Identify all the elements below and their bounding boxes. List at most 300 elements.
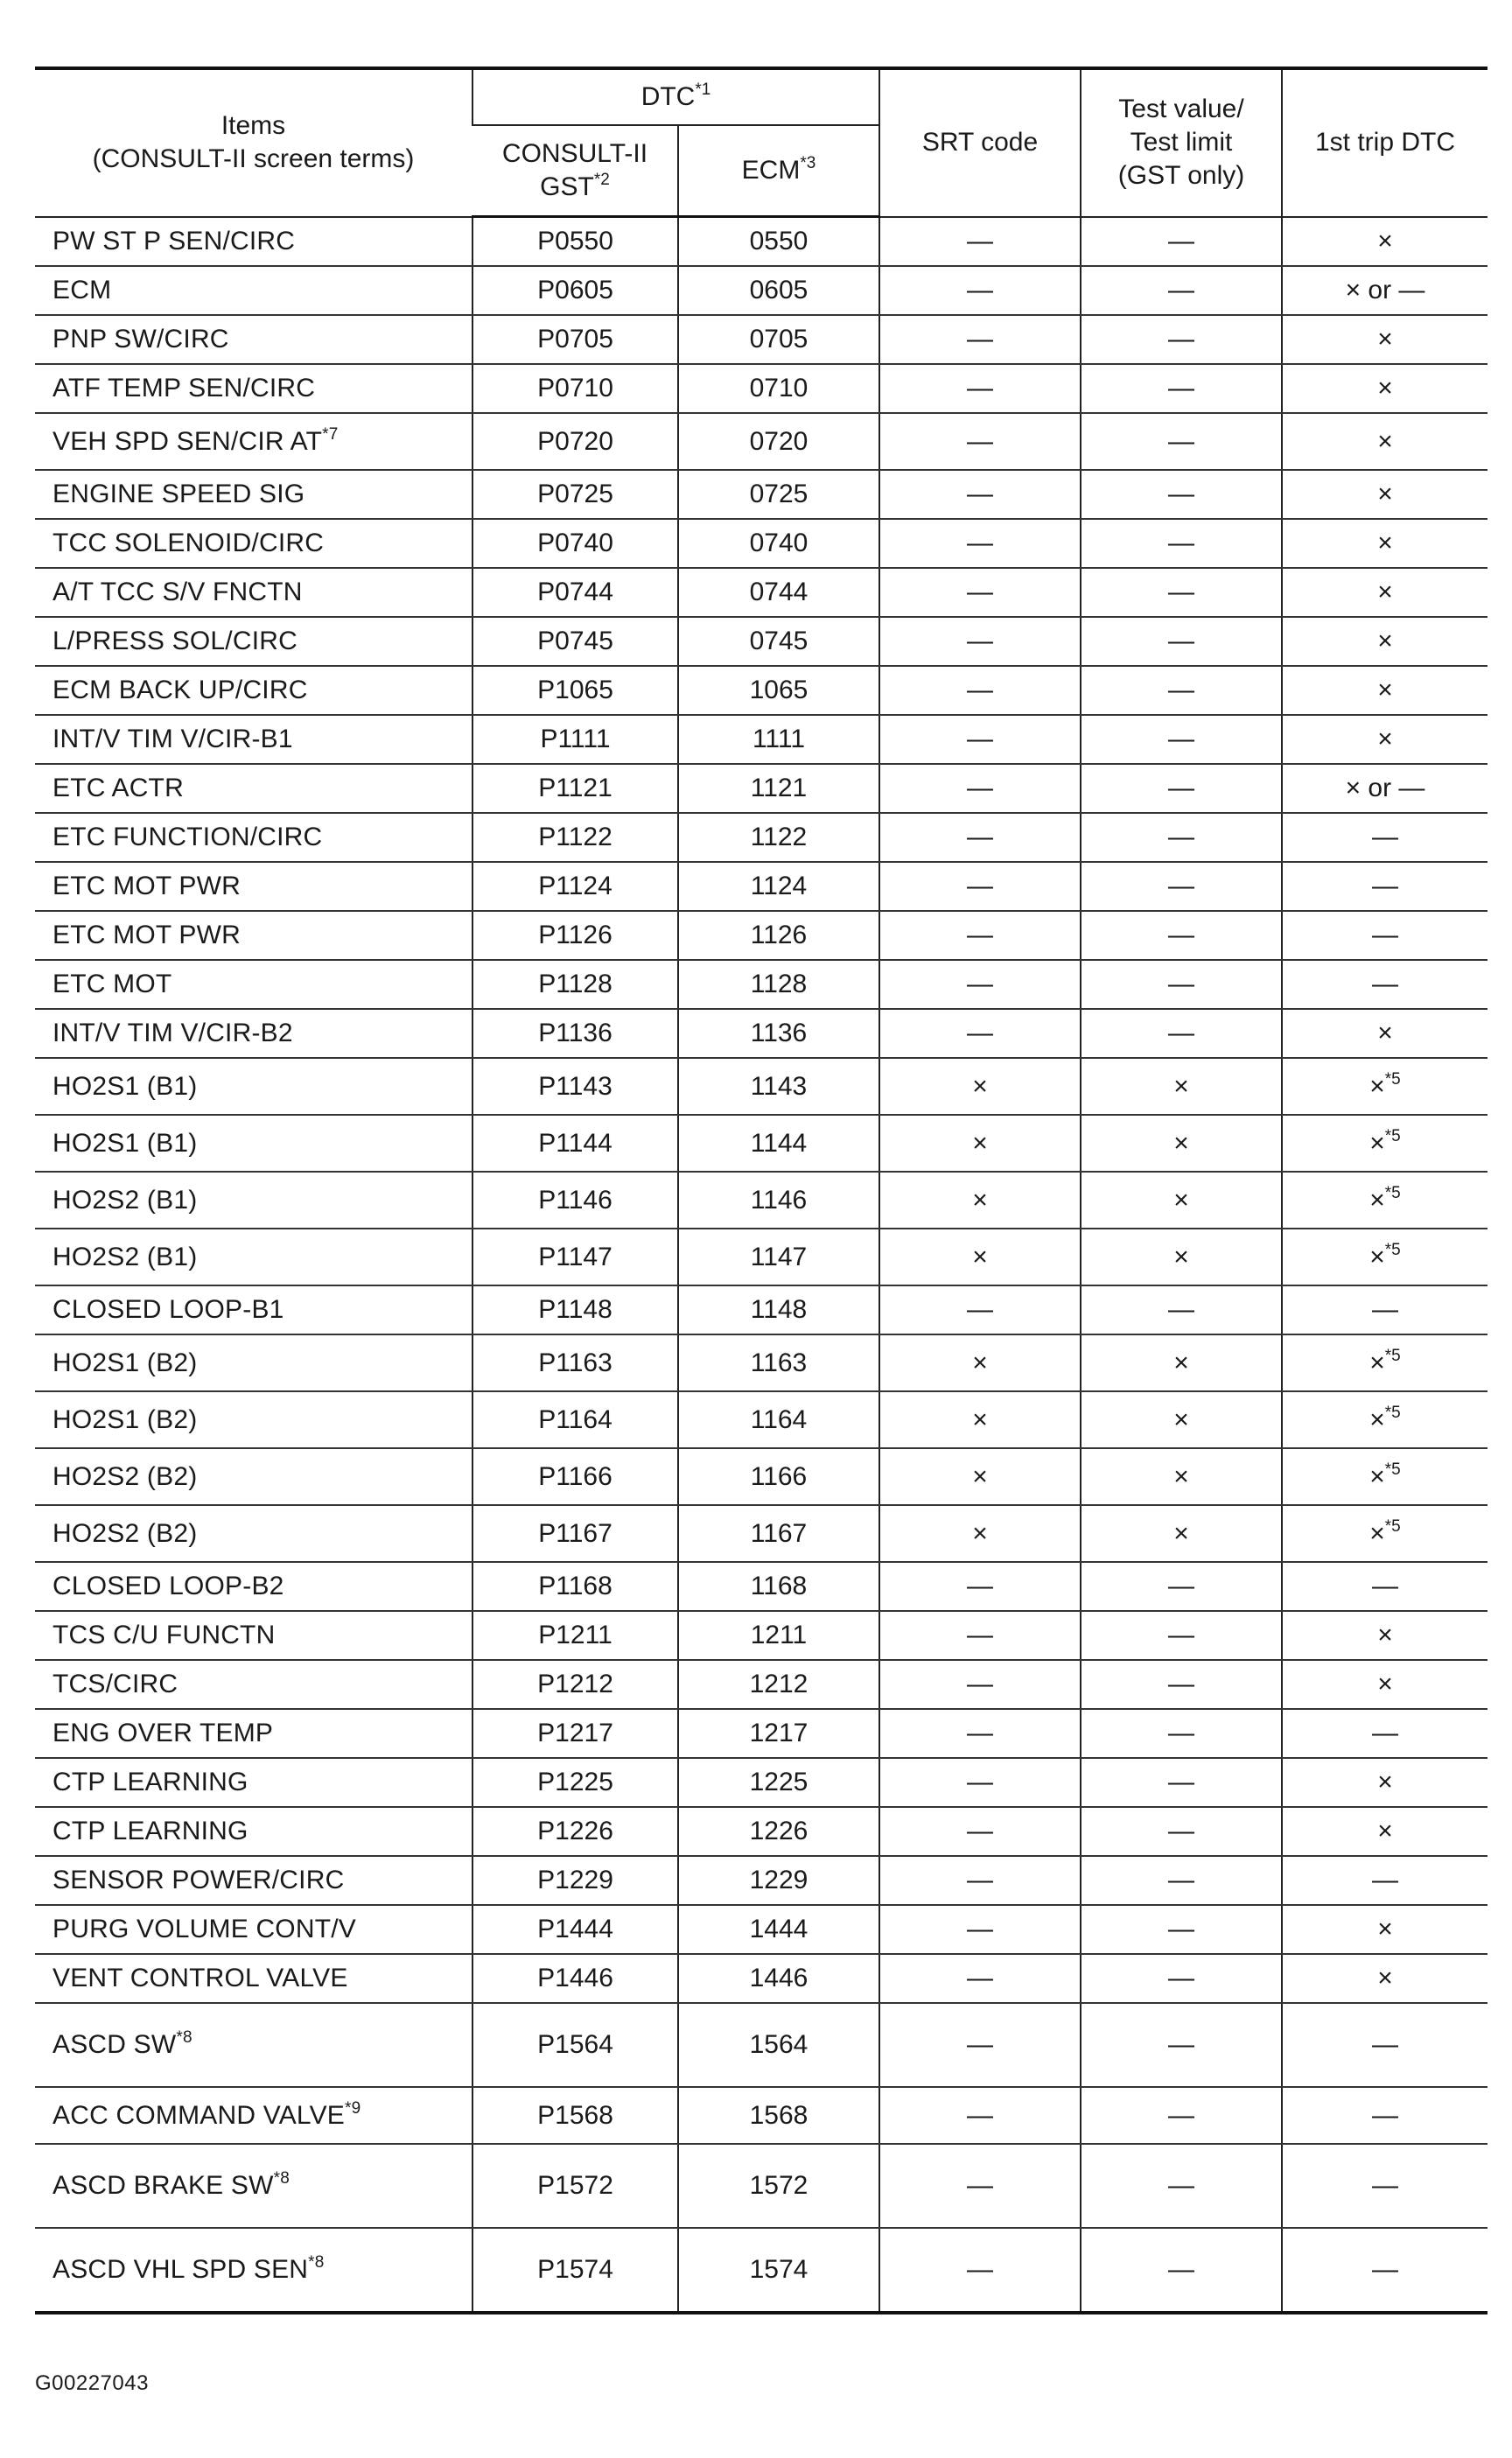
test-value-cell-value: — <box>1168 970 1194 998</box>
consult-gst-cell-value: P1124 <box>538 872 612 900</box>
first-trip-dtc-cell-value: — <box>1372 1719 1398 1747</box>
header-consult-note: *2 <box>593 171 610 189</box>
first-trip-dtc-cell <box>1282 413 1488 470</box>
consult-gst-cell-value: P0740 <box>537 529 613 557</box>
table-row <box>35 2228 1488 2313</box>
first-trip-dtc-cell <box>1282 1660 1488 1709</box>
srt-code-cell-value: — <box>967 1019 993 1047</box>
srt-code-cell <box>879 470 1081 519</box>
ecm-cell-value: 0720 <box>749 426 808 456</box>
first-trip-dtc-cell-value: × <box>1377 1915 1393 1943</box>
item-cell <box>35 1807 472 1856</box>
ecm-cell-value: 1217 <box>749 1719 808 1747</box>
table-row <box>35 1562 1488 1611</box>
ecm-cell-value: 1146 <box>750 1185 808 1215</box>
ecm-cell <box>678 1807 879 1856</box>
first-trip-dtc-cell-value: — <box>1372 970 1398 998</box>
item-cell-value: HO2S1 (B1) <box>52 1071 198 1101</box>
srt-code-cell-value: — <box>967 1817 993 1845</box>
item-cell-value: ETC FUNCTION/CIRC <box>52 823 323 851</box>
consult-gst-cell <box>472 1954 678 2003</box>
consult-gst-cell <box>472 2228 678 2313</box>
item-cell-value: ECM <box>52 276 112 305</box>
test-value-cell-value: × <box>1173 1071 1189 1101</box>
test-value-cell <box>1081 1709 1282 1758</box>
consult-gst-cell <box>472 2087 678 2144</box>
ecm-cell-value: 0710 <box>749 374 808 403</box>
first-trip-dtc-cell <box>1282 764 1488 813</box>
test-value-cell-value: — <box>1168 2100 1194 2130</box>
table-row <box>35 1172 1488 1229</box>
ecm-cell-value: 1444 <box>749 1915 808 1943</box>
first-trip-dtc-cell <box>1282 2087 1488 2144</box>
item-cell <box>35 2087 472 2144</box>
dtc-table <box>35 67 1488 2314</box>
ecm-cell-value: 1164 <box>750 1404 808 1434</box>
ecm-cell <box>678 364 879 413</box>
test-value-cell-value: — <box>1168 725 1194 753</box>
first-trip-dtc-cell-value: × or — <box>1345 774 1425 802</box>
table-row <box>35 1334 1488 1391</box>
table-row <box>35 764 1488 813</box>
item-cell-value: CTP LEARNING <box>52 1768 248 1796</box>
first-trip-dtc-cell <box>1282 1611 1488 1660</box>
consult-gst-cell-value: P1574 <box>537 2255 613 2284</box>
table-row <box>35 715 1488 764</box>
table-row <box>35 217 1488 267</box>
item-cell <box>35 1562 472 1611</box>
first-trip-dtc-cell-value: × <box>1377 725 1393 753</box>
srt-code-cell <box>879 862 1081 911</box>
consult-gst-cell-value: P0745 <box>537 627 613 655</box>
consult-gst-cell <box>472 666 678 715</box>
first-trip-dtc-cell <box>1282 568 1488 617</box>
test-value-cell <box>1081 764 1282 813</box>
consult-gst-cell-value: P1167 <box>538 1518 612 1548</box>
ecm-cell-value: 1167 <box>750 1518 808 1548</box>
first-trip-dtc-cell <box>1282 862 1488 911</box>
consult-gst-cell <box>472 1009 678 1058</box>
test-value-cell-value: — <box>1168 1295 1194 1324</box>
consult-gst-cell <box>472 1391 678 1448</box>
test-value-cell <box>1081 1058 1282 1115</box>
ecm-cell-value: 1163 <box>750 1348 808 1377</box>
first-trip-dtc-cell-value: × <box>1369 1071 1385 1101</box>
item-cell-value: HO2S1 (B1) <box>52 1128 198 1158</box>
table-row <box>35 315 1488 364</box>
consult-gst-cell <box>472 862 678 911</box>
ecm-cell <box>678 1954 879 2003</box>
test-value-cell-value: × <box>1173 1185 1189 1215</box>
srt-code-cell-value: — <box>967 1670 993 1698</box>
ecm-cell-value: 1122 <box>750 823 808 851</box>
test-value-cell-value: — <box>1168 578 1194 606</box>
test-value-cell <box>1081 1611 1282 1660</box>
ecm-cell-value: 1121 <box>750 774 808 802</box>
consult-gst-cell <box>472 1611 678 1660</box>
srt-code-cell-value: × <box>972 1071 988 1101</box>
ecm-cell-value: 0745 <box>749 627 808 655</box>
consult-gst-cell-value: P1143 <box>538 1071 612 1101</box>
item-cell-value: ETC MOT <box>52 970 172 998</box>
test-value-cell <box>1081 1115 1282 1172</box>
test-value-cell-value: — <box>1168 480 1194 508</box>
first-trip-dtc-cell <box>1282 911 1488 960</box>
consult-gst-cell <box>472 1448 678 1505</box>
item-cell <box>35 1709 472 1758</box>
table-row <box>35 617 1488 666</box>
first-trip-dtc-cell <box>1282 1709 1488 1758</box>
ecm-cell <box>678 1660 879 1709</box>
ecm-cell <box>678 1611 879 1660</box>
first-trip-dtc-cell-value: × <box>1377 374 1393 403</box>
first-trip-dtc-cell-value: × <box>1377 676 1393 704</box>
test-value-cell <box>1081 813 1282 862</box>
consult-gst-cell <box>472 911 678 960</box>
first-trip-dtc-cell-value: — <box>1372 2255 1398 2284</box>
consult-gst-cell-value: P1122 <box>538 823 612 851</box>
table-row <box>35 1285 1488 1334</box>
table-row <box>35 1954 1488 2003</box>
consult-gst-cell-value: P0710 <box>537 374 613 403</box>
srt-code-cell-value: — <box>967 226 993 256</box>
item-cell <box>35 1954 472 2003</box>
first-trip-dtc-cell <box>1282 1334 1488 1391</box>
ecm-cell <box>678 1758 879 1807</box>
srt-code-cell <box>879 1391 1081 1448</box>
test-value-cell <box>1081 470 1282 519</box>
consult-gst-cell-value: P1444 <box>537 1915 613 1943</box>
srt-code-cell-value: — <box>967 872 993 900</box>
test-value-cell-value: — <box>1168 2030 1194 2059</box>
srt-code-cell <box>879 413 1081 470</box>
srt-code-cell <box>879 266 1081 315</box>
item-cell-value: A/T TCC S/V FNCTN <box>52 578 303 606</box>
test-value-cell-value: — <box>1168 226 1194 256</box>
ecm-cell <box>678 960 879 1009</box>
header-consult-gst <box>472 125 678 217</box>
item-cell-value: HO2S1 (B2) <box>52 1348 198 1377</box>
table-row <box>35 1448 1488 1505</box>
consult-gst-cell <box>472 1758 678 1807</box>
srt-code-cell-value: — <box>967 1915 993 1943</box>
srt-code-cell <box>879 813 1081 862</box>
first-trip-dtc-cell-value: × <box>1377 1964 1393 1992</box>
first-trip-dtc-cell <box>1282 1448 1488 1505</box>
item-cell <box>35 1285 472 1334</box>
ecm-cell-value: 1564 <box>749 2030 808 2059</box>
test-value-cell-value: — <box>1168 1768 1194 1796</box>
first-trip-dtc-cell <box>1282 315 1488 364</box>
first-trip-dtc-cell-note: *5 <box>1384 1346 1401 1365</box>
consult-gst-cell <box>472 1807 678 1856</box>
test-value-cell <box>1081 2144 1282 2228</box>
item-cell-value: L/PRESS SOL/CIRC <box>52 627 298 655</box>
test-value-cell <box>1081 1660 1282 1709</box>
first-trip-dtc-cell <box>1282 519 1488 568</box>
first-trip-dtc-cell <box>1282 1954 1488 2003</box>
first-trip-dtc-cell <box>1282 1562 1488 1611</box>
dtc-table-page <box>35 67 1488 2314</box>
first-trip-dtc-cell-value: × <box>1369 1128 1385 1158</box>
item-cell-value: ACC COMMAND VALVE <box>52 2100 346 2130</box>
ecm-cell <box>678 1709 879 1758</box>
srt-code-cell <box>879 715 1081 764</box>
consult-gst-cell <box>472 364 678 413</box>
item-cell-value: ENG OVER TEMP <box>52 1719 274 1747</box>
srt-code-cell-value: × <box>972 1348 988 1377</box>
test-value-cell-value: — <box>1168 2255 1194 2284</box>
item-cell-value: PNP SW/CIRC <box>52 325 229 354</box>
item-cell <box>35 1229 472 1285</box>
table-row <box>35 1905 1488 1954</box>
consult-gst-cell-value: P1146 <box>538 1185 612 1215</box>
table-row <box>35 813 1488 862</box>
test-value-cell-value: × <box>1173 1461 1189 1491</box>
first-trip-dtc-cell-value: — <box>1372 1866 1398 1894</box>
consult-gst-cell-value: P1212 <box>537 1670 613 1698</box>
ecm-cell <box>678 862 879 911</box>
ecm-cell-value: 1147 <box>750 1242 808 1271</box>
header-ecm <box>678 125 879 217</box>
first-trip-dtc-cell <box>1282 470 1488 519</box>
header-test-line2: Test limit <box>1130 128 1233 158</box>
consult-gst-cell-value: P1121 <box>538 774 612 802</box>
srt-code-cell <box>879 1611 1081 1660</box>
srt-code-cell <box>879 1758 1081 1807</box>
ecm-cell <box>678 1058 879 1115</box>
srt-code-cell <box>879 1115 1081 1172</box>
table-row <box>35 911 1488 960</box>
test-value-cell <box>1081 2087 1282 2144</box>
test-value-cell <box>1081 519 1282 568</box>
first-trip-dtc-cell-value: × <box>1369 1461 1385 1491</box>
consult-gst-cell-value: P1572 <box>537 2171 613 2200</box>
figure-id: G00227043 <box>35 2371 149 2395</box>
test-value-cell <box>1081 2003 1282 2087</box>
ecm-cell-value: 1211 <box>750 1621 808 1649</box>
consult-gst-cell <box>472 217 678 267</box>
srt-code-cell-value: × <box>972 1185 988 1215</box>
item-cell-note: *9 <box>345 2098 361 2118</box>
srt-code-cell <box>879 217 1081 267</box>
consult-gst-cell-value: P1217 <box>537 1719 613 1747</box>
srt-code-cell <box>879 1285 1081 1334</box>
test-value-cell-value: — <box>1168 325 1194 354</box>
item-cell <box>35 2228 472 2313</box>
ecm-cell-value: 0705 <box>749 325 808 354</box>
consult-gst-cell <box>472 1905 678 1954</box>
ecm-cell <box>678 470 879 519</box>
first-trip-dtc-cell <box>1282 217 1488 267</box>
item-cell <box>35 1009 472 1058</box>
test-value-cell <box>1081 217 1282 267</box>
srt-code-cell-value: — <box>967 325 993 354</box>
srt-code-cell-value: — <box>967 529 993 557</box>
ecm-cell <box>678 617 879 666</box>
consult-gst-cell <box>472 1334 678 1391</box>
ecm-cell-value: 1124 <box>750 872 808 900</box>
item-cell-note: *8 <box>308 2253 325 2272</box>
header-srt-code <box>879 68 1081 217</box>
test-value-cell <box>1081 862 1282 911</box>
ecm-cell <box>678 1334 879 1391</box>
table-row <box>35 1807 1488 1856</box>
item-cell-value: ASCD VHL SPD SEN <box>52 2255 309 2284</box>
ecm-cell <box>678 2144 879 2228</box>
first-trip-dtc-cell-note: *5 <box>1384 1126 1401 1145</box>
consult-gst-cell-value: P1128 <box>538 970 612 998</box>
first-trip-dtc-cell-value: × <box>1377 1670 1393 1698</box>
srt-code-cell-value: — <box>967 2100 993 2130</box>
first-trip-dtc-cell-note: *5 <box>1384 1460 1401 1479</box>
first-trip-dtc-cell-value: × <box>1377 1817 1393 1845</box>
item-cell-value: SENSOR POWER/CIRC <box>52 1866 345 1894</box>
first-trip-dtc-cell <box>1282 666 1488 715</box>
header-dtc <box>472 68 879 125</box>
ecm-cell-value: 1144 <box>750 1128 808 1158</box>
table-body <box>35 217 1488 2314</box>
item-cell-value: TCS C/U FUNCTN <box>52 1621 276 1649</box>
ecm-cell-value: 1572 <box>749 2171 808 2200</box>
table-row <box>35 1660 1488 1709</box>
first-trip-dtc-cell <box>1282 960 1488 1009</box>
srt-code-cell-value: × <box>972 1404 988 1434</box>
header-ecm-note: *3 <box>800 154 816 172</box>
ecm-cell-value: 0605 <box>749 276 808 305</box>
first-trip-dtc-cell <box>1282 715 1488 764</box>
srt-code-cell-value: — <box>967 1719 993 1747</box>
srt-code-cell-value: — <box>967 823 993 851</box>
first-trip-dtc-cell <box>1282 1115 1488 1172</box>
ecm-cell-value: 1212 <box>749 1670 808 1698</box>
ecm-cell <box>678 315 879 364</box>
table-row <box>35 266 1488 315</box>
first-trip-dtc-cell-value: — <box>1372 1572 1398 1600</box>
ecm-cell-value: 1568 <box>749 2100 808 2130</box>
test-value-cell <box>1081 1954 1282 2003</box>
srt-code-cell-value: — <box>967 426 993 456</box>
consult-gst-cell-value: P1564 <box>537 2030 613 2059</box>
first-trip-dtc-cell <box>1282 1009 1488 1058</box>
test-value-cell-value: — <box>1168 374 1194 403</box>
ecm-cell-value: 0550 <box>749 227 808 256</box>
ecm-cell <box>678 1229 879 1285</box>
table-row <box>35 1758 1488 1807</box>
consult-gst-cell-value: P1229 <box>537 1866 613 1894</box>
consult-gst-cell <box>472 960 678 1009</box>
first-trip-dtc-cell <box>1282 1285 1488 1334</box>
consult-gst-cell-value: P1126 <box>538 921 612 949</box>
first-trip-dtc-cell-value: × <box>1369 1518 1385 1548</box>
item-cell-value: TCC SOLENOID/CIRC <box>52 529 325 557</box>
consult-gst-cell-value: P0705 <box>537 325 613 354</box>
header-first-trip-dtc <box>1282 68 1488 217</box>
srt-code-cell <box>879 1229 1081 1285</box>
header-srt-label: SRT code <box>921 128 1039 158</box>
consult-gst-cell-value: P1211 <box>538 1621 612 1649</box>
test-value-cell <box>1081 568 1282 617</box>
table-row <box>35 1229 1488 1285</box>
item-cell-note: *8 <box>273 2169 290 2188</box>
first-trip-dtc-cell <box>1282 617 1488 666</box>
consult-gst-cell-value: P1168 <box>538 1572 612 1600</box>
first-trip-dtc-cell-value: × <box>1377 426 1393 456</box>
item-cell <box>35 1505 472 1562</box>
ecm-cell-value: 1229 <box>749 1866 808 1894</box>
ecm-cell <box>678 1115 879 1172</box>
srt-code-cell <box>879 1562 1081 1611</box>
ecm-cell-value: 1166 <box>750 1461 808 1491</box>
consult-gst-cell <box>472 715 678 764</box>
srt-code-cell <box>879 2003 1081 2087</box>
consult-gst-cell-value: P1166 <box>538 1461 612 1491</box>
srt-code-cell <box>879 1334 1081 1391</box>
consult-gst-cell-value: P1163 <box>538 1348 612 1377</box>
srt-code-cell-value: — <box>967 1964 993 1992</box>
test-value-cell-value: — <box>1168 276 1194 305</box>
header-test-value <box>1081 68 1282 217</box>
srt-code-cell-value: — <box>967 276 993 305</box>
first-trip-dtc-cell <box>1282 2144 1488 2228</box>
item-cell-value: VENT CONTROL VALVE <box>52 1964 348 1992</box>
ecm-cell <box>678 2228 879 2313</box>
item-cell <box>35 1660 472 1709</box>
table-row <box>35 2003 1488 2087</box>
consult-gst-cell <box>472 1058 678 1115</box>
first-trip-dtc-cell-value: × or — <box>1345 276 1425 305</box>
ecm-cell <box>678 764 879 813</box>
consult-gst-cell <box>472 617 678 666</box>
header-ecm-label: ECM <box>741 156 801 185</box>
table-row <box>35 1505 1488 1562</box>
srt-code-cell-value: × <box>972 1128 988 1158</box>
item-cell <box>35 1856 472 1905</box>
srt-code-cell <box>879 1448 1081 1505</box>
consult-gst-cell <box>472 315 678 364</box>
first-trip-dtc-cell-note: *5 <box>1384 1069 1401 1089</box>
ecm-cell-value: 1446 <box>749 1964 808 1992</box>
test-value-cell <box>1081 1856 1282 1905</box>
ecm-cell <box>678 2003 879 2087</box>
srt-code-cell-value: — <box>967 374 993 403</box>
srt-code-cell-value: — <box>967 725 993 753</box>
item-cell-value: PURG VOLUME CONT/V <box>52 1915 356 1943</box>
item-cell <box>35 315 472 364</box>
ecm-cell <box>678 1172 879 1229</box>
item-cell-value: ETC ACTR <box>52 774 184 802</box>
test-value-cell-value: — <box>1168 1621 1194 1649</box>
first-trip-dtc-cell-value: × <box>1377 1019 1393 1047</box>
test-value-cell-value: — <box>1168 1817 1194 1845</box>
test-value-cell <box>1081 413 1282 470</box>
test-value-cell-value: — <box>1168 426 1194 456</box>
ecm-cell <box>678 1905 879 1954</box>
item-cell <box>35 413 472 470</box>
first-trip-dtc-cell-value: × <box>1377 325 1393 354</box>
consult-gst-cell <box>472 1172 678 1229</box>
item-cell <box>35 911 472 960</box>
ecm-cell <box>678 1505 879 1562</box>
ecm-cell <box>678 217 879 267</box>
first-trip-dtc-cell <box>1282 2228 1488 2313</box>
item-cell-value: ECM BACK UP/CIRC <box>52 676 308 704</box>
test-value-cell <box>1081 266 1282 315</box>
test-value-cell <box>1081 1505 1282 1562</box>
first-trip-dtc-cell-value: — <box>1372 921 1398 949</box>
srt-code-cell <box>879 1505 1081 1562</box>
consult-gst-cell <box>472 813 678 862</box>
